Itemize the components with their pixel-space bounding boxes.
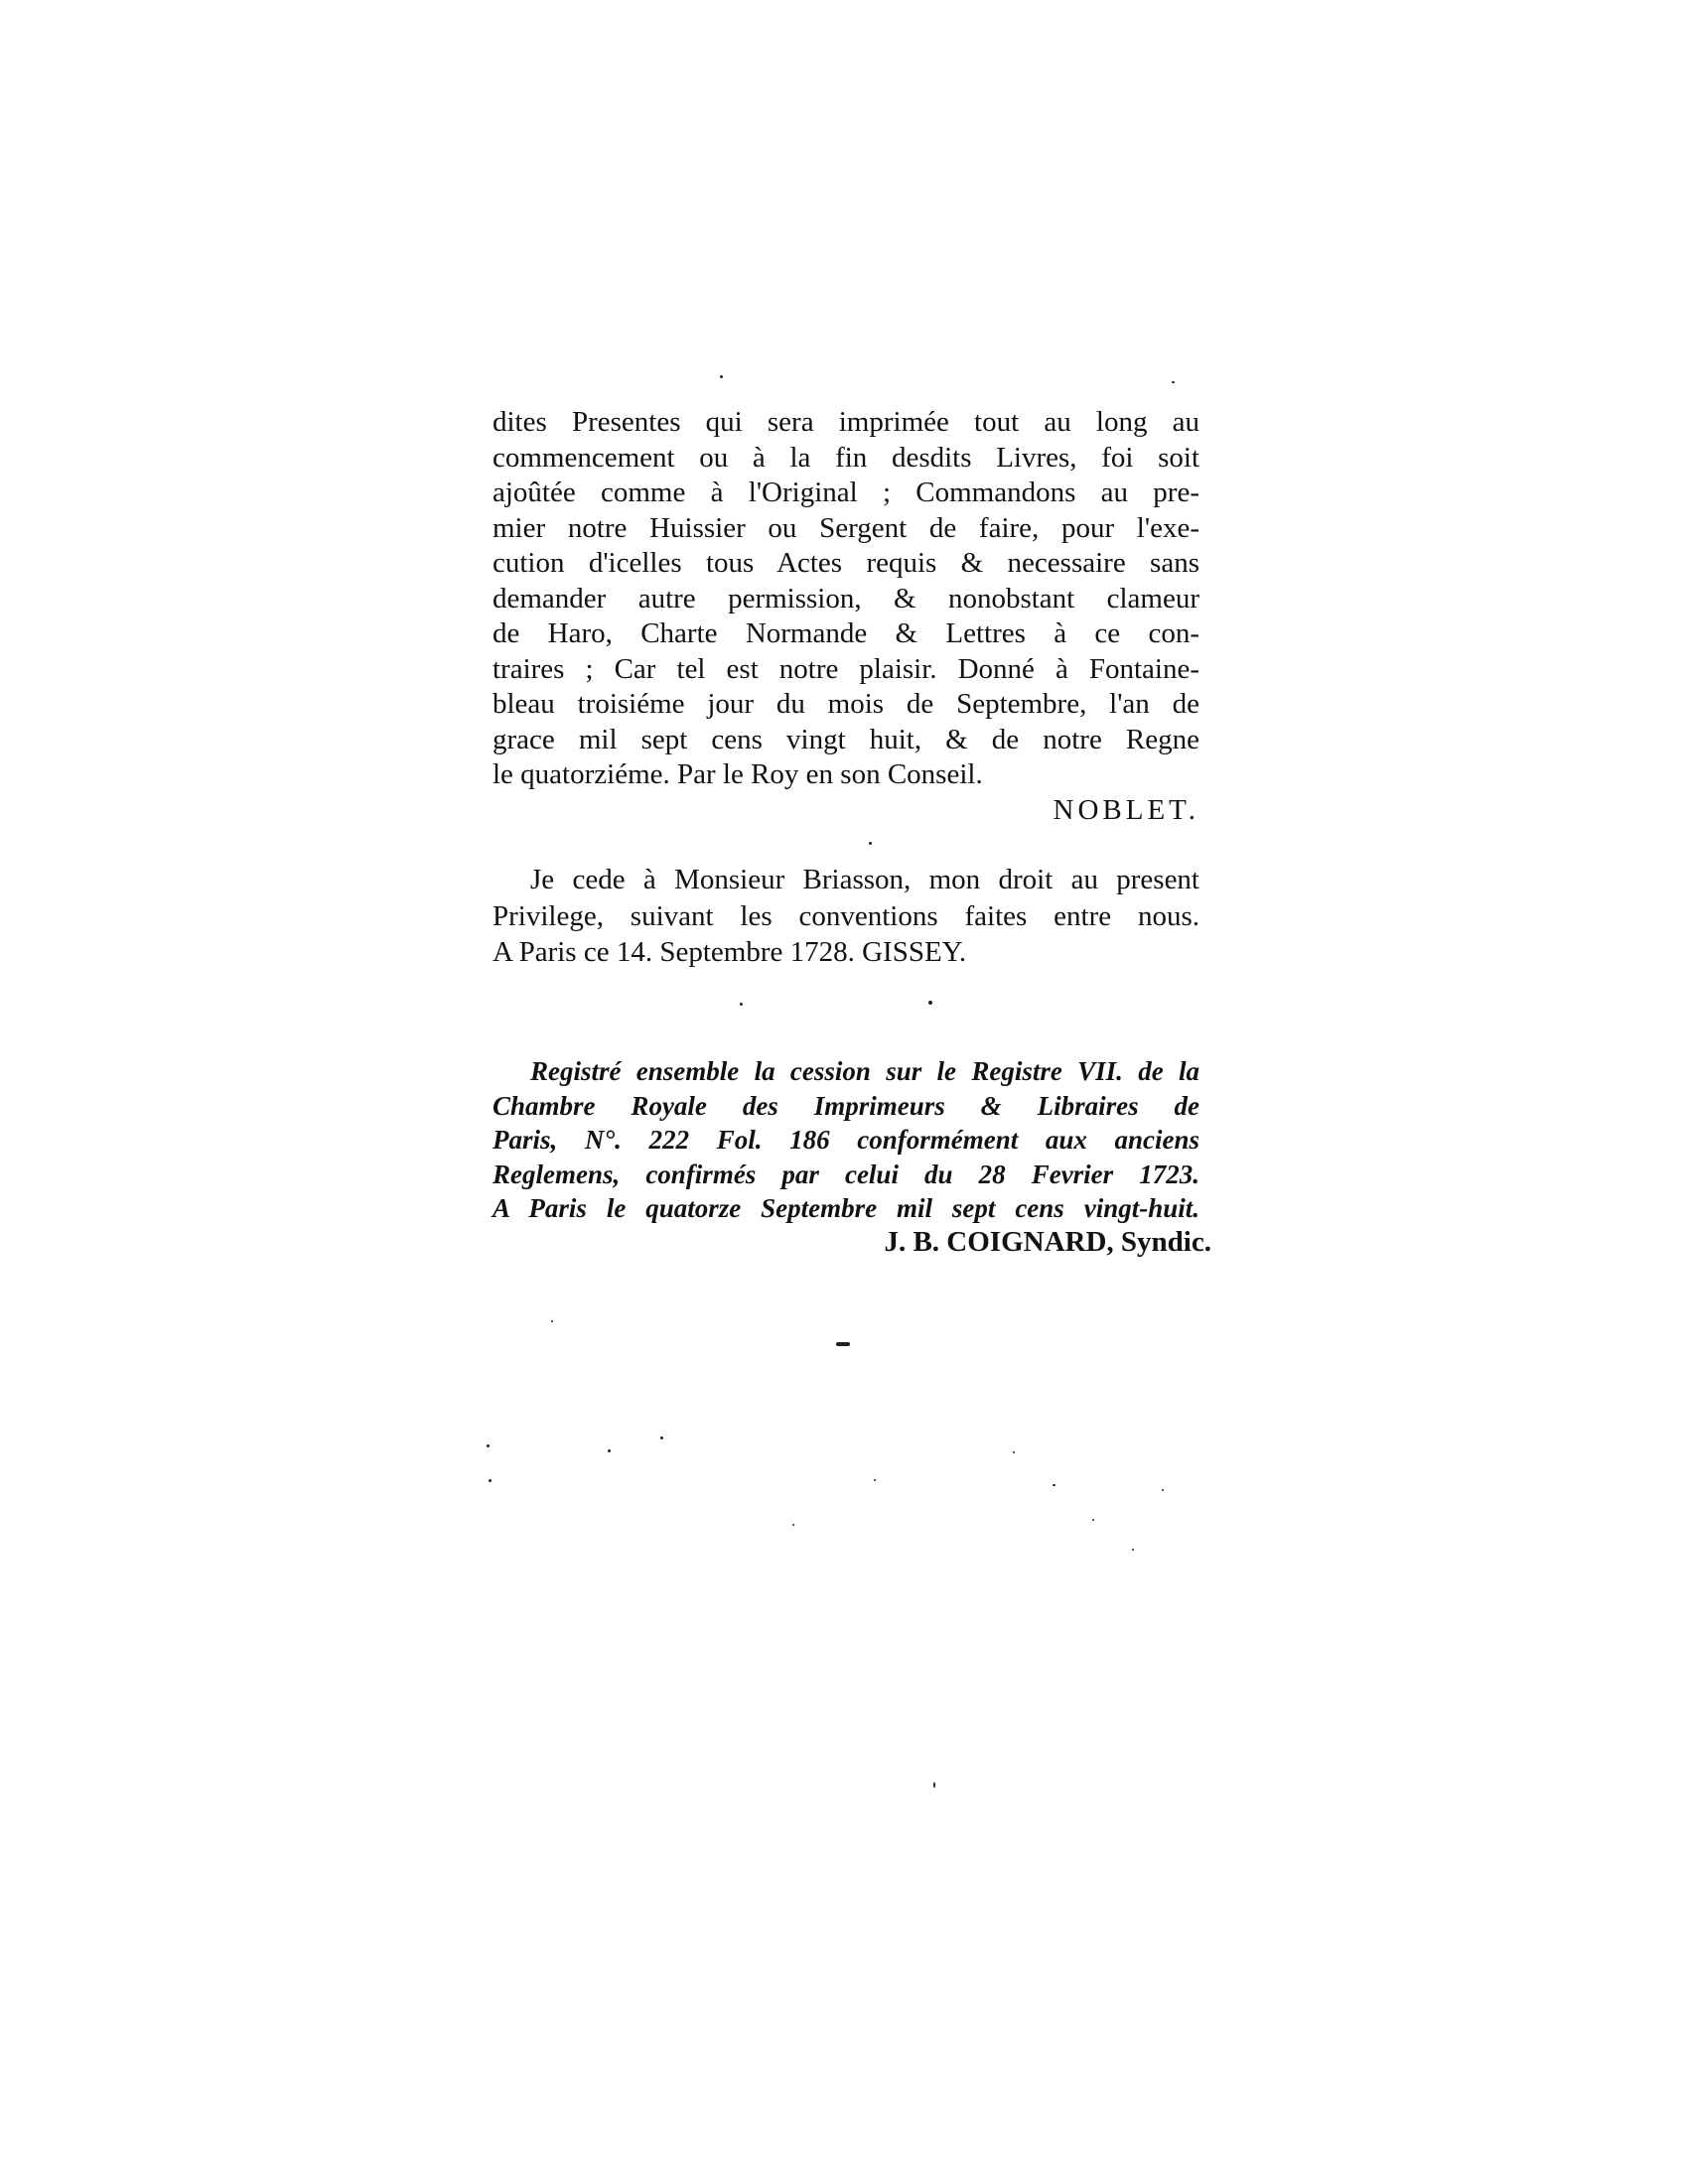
scan-speck xyxy=(1172,381,1175,383)
privilege-line: de Haro, Charte Normande & Lettres à ce con- xyxy=(492,617,1199,649)
cession-line: Je cede à Monsieur Briasson, mon droit au present xyxy=(530,864,1199,895)
scan-speck xyxy=(608,1449,611,1452)
scan-speck xyxy=(489,1479,492,1482)
registration-text xyxy=(492,1054,1199,1226)
scan-speck xyxy=(1013,1451,1015,1453)
scan-speck xyxy=(792,1524,794,1526)
scan-speck xyxy=(933,1782,935,1788)
scan-speck xyxy=(1092,1519,1094,1521)
privilege-line: bleau troisiéme jour du mois de Septembre, l'an de xyxy=(492,688,1199,720)
privilege-line: le quatorziéme. Par le Roy en son Conseil. xyxy=(492,758,983,790)
scan-speck xyxy=(836,1342,850,1346)
privilege-line: dites Presentes qui sera imprimée tout au long au xyxy=(492,406,1199,438)
registration-line: Reglemens, confirmés par celui du 28 Fevrier 1723. xyxy=(492,1159,1199,1189)
scan-speck xyxy=(551,1320,553,1322)
scan-speck xyxy=(874,1479,876,1481)
privilege-line: ajoûtée comme à l'Original ; Commandons au pre- xyxy=(492,477,1199,508)
cession-line: A Paris ce 14. Septembre 1728. GISSEY. xyxy=(492,936,967,968)
registration-line: Registré ensemble la cession sur le Registre VII. de la xyxy=(530,1056,1199,1086)
privilege-line: demander autre permission, & nonobstant clameur xyxy=(492,582,1199,614)
registration-line: Paris, N°. 222 Fol. 186 conformément aux anciens xyxy=(492,1125,1199,1155)
registration-line: Chambre Royale des Imprimeurs & Libraires de xyxy=(492,1090,1199,1121)
registration-line: A Paris le quatorze Septembre mil sept cens vingt-huit. xyxy=(492,1193,1199,1223)
scan-speck xyxy=(1053,1484,1055,1486)
scan-speck xyxy=(1132,1549,1134,1551)
scan-speck xyxy=(1162,1489,1164,1491)
scan-speck xyxy=(740,1003,743,1006)
cession-text xyxy=(492,862,1199,971)
scan-speck xyxy=(869,842,872,845)
registration-signature: J. B. COIGNARD, Syndic. xyxy=(884,1226,1211,1258)
privilege-line: grace mil sept cens vingt huit, & de notre Regne xyxy=(492,723,1199,755)
scan-speck xyxy=(487,1444,490,1447)
privilege-text xyxy=(492,405,1199,793)
privilege-line: mier notre Huissier ou Sergent de faire, pour l'exe- xyxy=(492,511,1199,544)
privilege-signature: NOBLET. xyxy=(1053,794,1199,826)
privilege-line: commencement ou à la fin desdits Livres, foi soit xyxy=(492,441,1199,474)
cession-line: Privilege, suivant les conventions faites entre nous. xyxy=(492,899,1199,932)
scan-speck xyxy=(928,1001,932,1005)
scan-speck xyxy=(720,375,723,378)
privilege-line: traires ; Car tel est notre plaisir. Donné à Fontaine- xyxy=(492,652,1199,685)
scan-speck xyxy=(660,1436,663,1439)
privilege-line: cution d'icelles tous Actes requis & necessaire sans xyxy=(492,547,1199,579)
